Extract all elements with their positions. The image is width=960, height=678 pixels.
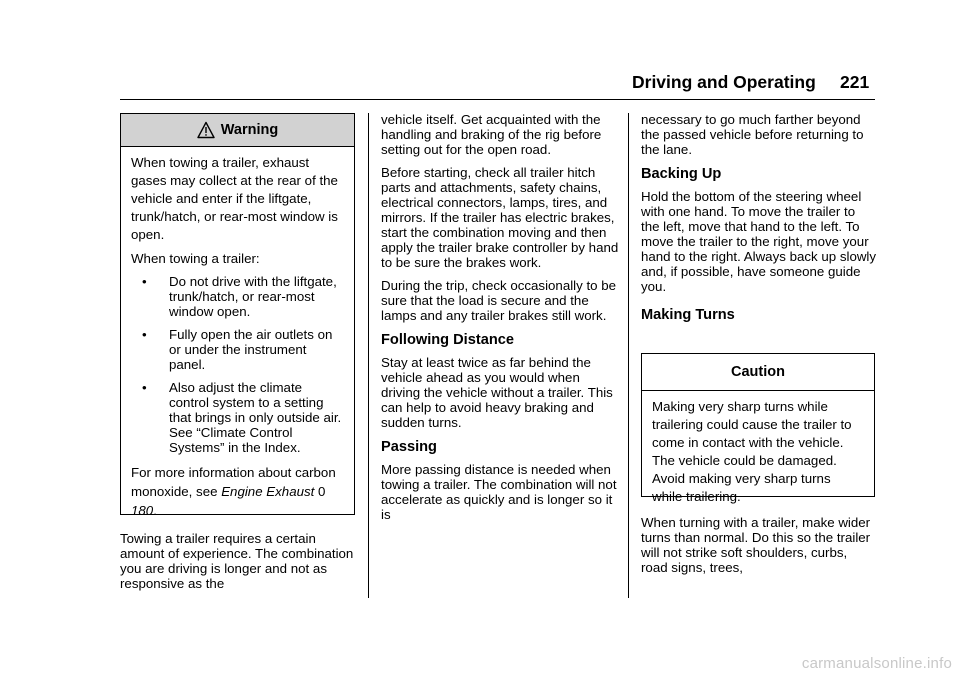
caution-box-body <box>642 391 874 506</box>
page-ref-icon: 0 <box>318 484 326 499</box>
warning-box <box>120 113 355 518</box>
warning-bullet-list <box>131 274 344 455</box>
warning-paragraph-1: When towing a trailer, exhaust gases may collect at the rear of the vehicle and enter if the liftgate, trunk/hatch, or rear-most window is open. <box>131 155 338 242</box>
col2-paragraph-1: vehicle itself. Get acquainted with the handling and braking of the rig before setting out for the open road. <box>381 112 602 157</box>
warning-paragraph-3: For more information about carbon monoxide, see Engine Exhaust 0 180. <box>131 465 336 518</box>
list-item: • Also adjust the climate control system to a setting that brings in only outside air. See “Climate Control Systems” in the Index. <box>142 380 342 455</box>
warning-title: Warning <box>220 122 279 138</box>
bullet-icon: • <box>142 327 147 342</box>
header-rule <box>120 99 875 100</box>
warning-box-body <box>121 147 354 520</box>
caution-paragraph: Making very sharp turns while trailering could cause the trailer to come in contact with the vehicle. The vehicle could be damaged. Avoid making very sharp turns while trailering. <box>652 399 852 504</box>
page-number: 221 <box>840 72 870 92</box>
column-3-text <box>641 112 877 330</box>
bullet-icon: • <box>142 274 147 289</box>
section-title: Driving and Operating <box>632 72 816 92</box>
heading-following-distance: Following Distance <box>381 332 514 348</box>
following-paragraph: Stay at least twice as far behind the vehicle ahead as you would when driving the vehicle without a trailer. This can help to avoid heavy braking and sudden turns. <box>381 355 613 430</box>
bullet-icon: • <box>142 380 147 395</box>
caution-box-header <box>642 354 874 391</box>
passing-paragraph: More passing distance is needed when towing a trailer. The combination will not accelerate as quickly and is longer so it is <box>381 462 617 522</box>
list-item: • Do not drive with the liftgate, trunk/hatch, or rear-most window open. <box>142 274 337 319</box>
col2-paragraph-3: During the trip, check occasionally to be sure that the load is secure and the lamps and any trailer brakes still work. <box>381 278 617 323</box>
column-divider-1 <box>368 113 369 598</box>
heading-passing: Passing <box>381 439 437 455</box>
warning-paragraph-2: When towing a trailer: <box>131 251 260 266</box>
column-2-text <box>381 112 619 530</box>
list-item: • Fully open the air outlets on or under the instrument panel. <box>142 327 333 372</box>
turns-paragraph: When turning with a trailer, make wider turns than normal. Do this so the trailer will not strike soft shoulders, curbs, road signs, trees, <box>641 515 871 575</box>
col2-paragraph-2: Before starting, check all trailer hitch parts and attachments, safety chains, electrical connectors, lamps, tires, and mirrors. If the trailer has electric brakes, start the combination moving and then apply the trailer brake controller by hand to be sure the brakes work. <box>381 165 619 270</box>
engine-exhaust-link[interactable]: Engine Exhaust <box>221 484 315 499</box>
column-3-bottom-text <box>641 515 877 583</box>
warning-box-header <box>121 114 354 147</box>
page-ref-number: 180 <box>131 503 154 518</box>
backing-paragraph: Hold the bottom of the steering wheel with one hand. To move the trailer to the left, move that hand to the left. To move the trailer to the right, move your hand to the right. Always back up slowly and, if possible, have someone guide you. <box>641 189 877 294</box>
towing-paragraph: Towing a trailer requires a certain amount of experience. The combination you are driving is longer and not as responsive as the <box>120 531 354 591</box>
caution-box <box>641 353 875 504</box>
caution-title: Caution <box>731 364 785 380</box>
heading-making-turns: Making Turns <box>641 307 735 323</box>
footer-watermark: carmanualsonline.info <box>801 655 952 672</box>
heading-backing-up: Backing Up <box>641 166 722 182</box>
column-divider-2 <box>628 113 629 598</box>
col3-paragraph-1: necessary to go much farther beyond the passed vehicle before returning to the lane. <box>641 112 864 157</box>
column-1-text <box>120 531 360 599</box>
warning-triangle-icon <box>197 121 215 139</box>
